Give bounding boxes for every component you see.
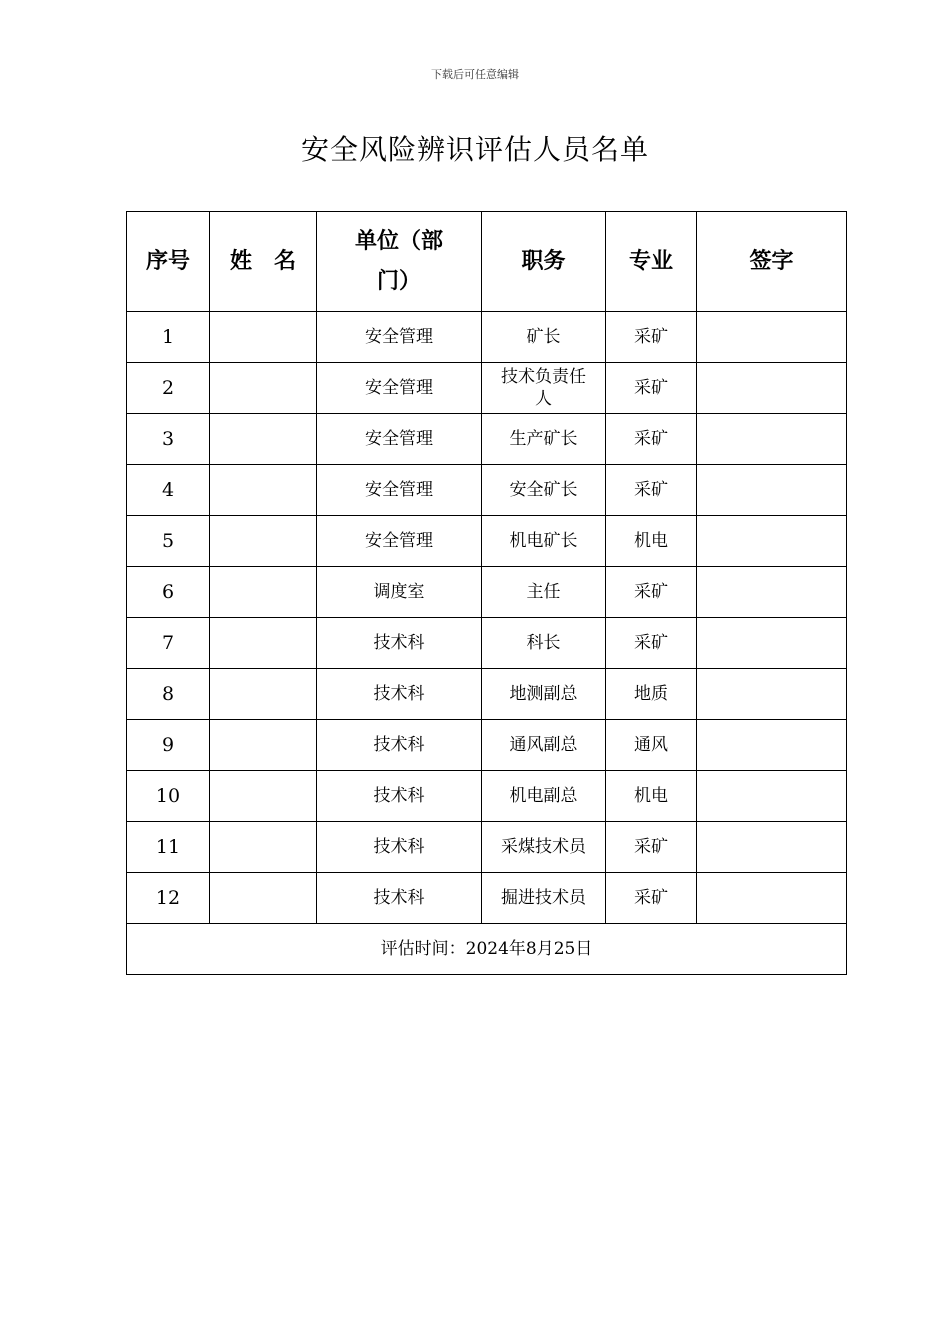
cell-unit: 技术科: [317, 822, 482, 873]
header-note: 下载后可任意编辑: [431, 68, 519, 81]
table-row: [127, 873, 847, 924]
cell-name: [210, 312, 317, 363]
column-header-name: 姓 名: [210, 212, 317, 312]
cell-name: [210, 771, 317, 822]
cell-specialty: 采矿: [606, 465, 697, 516]
cell-seq: 4: [127, 465, 210, 516]
cell-position-text: 掘进技术员: [501, 888, 586, 908]
table-row: [127, 465, 847, 516]
table-row: [127, 669, 847, 720]
cell-position: [482, 873, 606, 924]
cell-signature: [697, 873, 847, 924]
cell-position: [482, 822, 606, 873]
cell-seq: 6: [127, 567, 210, 618]
cell-signature: [697, 567, 847, 618]
cell-signature: [697, 363, 847, 414]
cell-specialty: 采矿: [606, 312, 697, 363]
cell-name: [210, 618, 317, 669]
cell-specialty: 机电: [606, 771, 697, 822]
evaluation-date: 评估时间：2024年8月25日: [127, 924, 847, 975]
cell-position-text: 主任: [526, 582, 561, 602]
cell-unit: 安全管理: [317, 312, 482, 363]
cell-position: [482, 720, 606, 771]
cell-name: [210, 363, 317, 414]
cell-signature: [697, 822, 847, 873]
cell-signature: [697, 516, 847, 567]
cell-seq: 1: [127, 312, 210, 363]
cell-unit: 调度室: [317, 567, 482, 618]
cell-seq: 9: [127, 720, 210, 771]
cell-name: [210, 822, 317, 873]
cell-position: [482, 312, 606, 363]
cell-unit: 安全管理: [317, 465, 482, 516]
personnel-table: [126, 211, 847, 975]
cell-seq: 8: [127, 669, 210, 720]
cell-specialty: 采矿: [606, 414, 697, 465]
cell-seq: 7: [127, 618, 210, 669]
cell-specialty: 采矿: [606, 363, 697, 414]
cell-specialty: 采矿: [606, 618, 697, 669]
cell-position-text: 矿长: [526, 327, 561, 347]
cell-specialty: 采矿: [606, 822, 697, 873]
table-row: [127, 720, 847, 771]
column-header-signature: 签字: [697, 212, 847, 312]
cell-position: [482, 465, 606, 516]
cell-position: [482, 771, 606, 822]
cell-position-text: 机电副总: [509, 786, 578, 806]
cell-unit: 技术科: [317, 618, 482, 669]
cell-position-text: 技术负责任人: [501, 367, 586, 409]
document-title: 安全风险辨识评估人员名单: [300, 133, 649, 166]
cell-signature: [697, 312, 847, 363]
cell-signature: [697, 618, 847, 669]
cell-position: [482, 516, 606, 567]
cell-signature: [697, 465, 847, 516]
cell-name: [210, 669, 317, 720]
cell-position-text: 机电矿长: [509, 531, 578, 551]
cell-seq: 2: [127, 363, 210, 414]
cell-specialty: 机电: [606, 516, 697, 567]
column-header-specialty: 专业: [606, 212, 697, 312]
cell-unit: 技术科: [317, 771, 482, 822]
footer-row: [127, 924, 847, 975]
cell-position: [482, 669, 606, 720]
cell-signature: [697, 720, 847, 771]
cell-unit: 技术科: [317, 669, 482, 720]
cell-seq: 5: [127, 516, 210, 567]
cell-position-text: 地测副总: [509, 684, 578, 704]
column-header-position: 职务: [482, 212, 606, 312]
cell-position-text: 生产矿长: [509, 429, 578, 449]
table-row: [127, 771, 847, 822]
cell-signature: [697, 414, 847, 465]
cell-position-text: 科长: [526, 633, 561, 653]
cell-position: [482, 363, 606, 414]
column-header-unit-label: 单位（部门）: [354, 228, 443, 294]
column-header-seq: 序号: [127, 212, 210, 312]
column-header-unit: [317, 212, 482, 312]
cell-seq: 12: [127, 873, 210, 924]
table-row: [127, 312, 847, 363]
cell-position: [482, 414, 606, 465]
cell-name: [210, 414, 317, 465]
cell-seq: 3: [127, 414, 210, 465]
cell-name: [210, 465, 317, 516]
cell-signature: [697, 771, 847, 822]
table-row: [127, 567, 847, 618]
cell-specialty: 地质: [606, 669, 697, 720]
cell-unit: 安全管理: [317, 516, 482, 567]
cell-position-text: 采煤技术员: [501, 837, 586, 857]
cell-unit: 技术科: [317, 720, 482, 771]
cell-position-text: 通风副总: [509, 735, 578, 755]
cell-specialty: 采矿: [606, 567, 697, 618]
table-row: [127, 618, 847, 669]
cell-name: [210, 873, 317, 924]
cell-position: [482, 567, 606, 618]
table-row: [127, 363, 847, 414]
cell-seq: 10: [127, 771, 210, 822]
cell-specialty: 通风: [606, 720, 697, 771]
table-row: [127, 414, 847, 465]
cell-unit: 技术科: [317, 873, 482, 924]
cell-unit: 安全管理: [317, 363, 482, 414]
cell-name: [210, 720, 317, 771]
cell-signature: [697, 669, 847, 720]
cell-position-text: 安全矿长: [509, 480, 578, 500]
cell-name: [210, 516, 317, 567]
table-row: [127, 822, 847, 873]
table-header-row: [127, 212, 847, 312]
cell-unit: 安全管理: [317, 414, 482, 465]
cell-specialty: 采矿: [606, 873, 697, 924]
cell-seq: 11: [127, 822, 210, 873]
cell-position: [482, 618, 606, 669]
table-row: [127, 516, 847, 567]
cell-name: [210, 567, 317, 618]
